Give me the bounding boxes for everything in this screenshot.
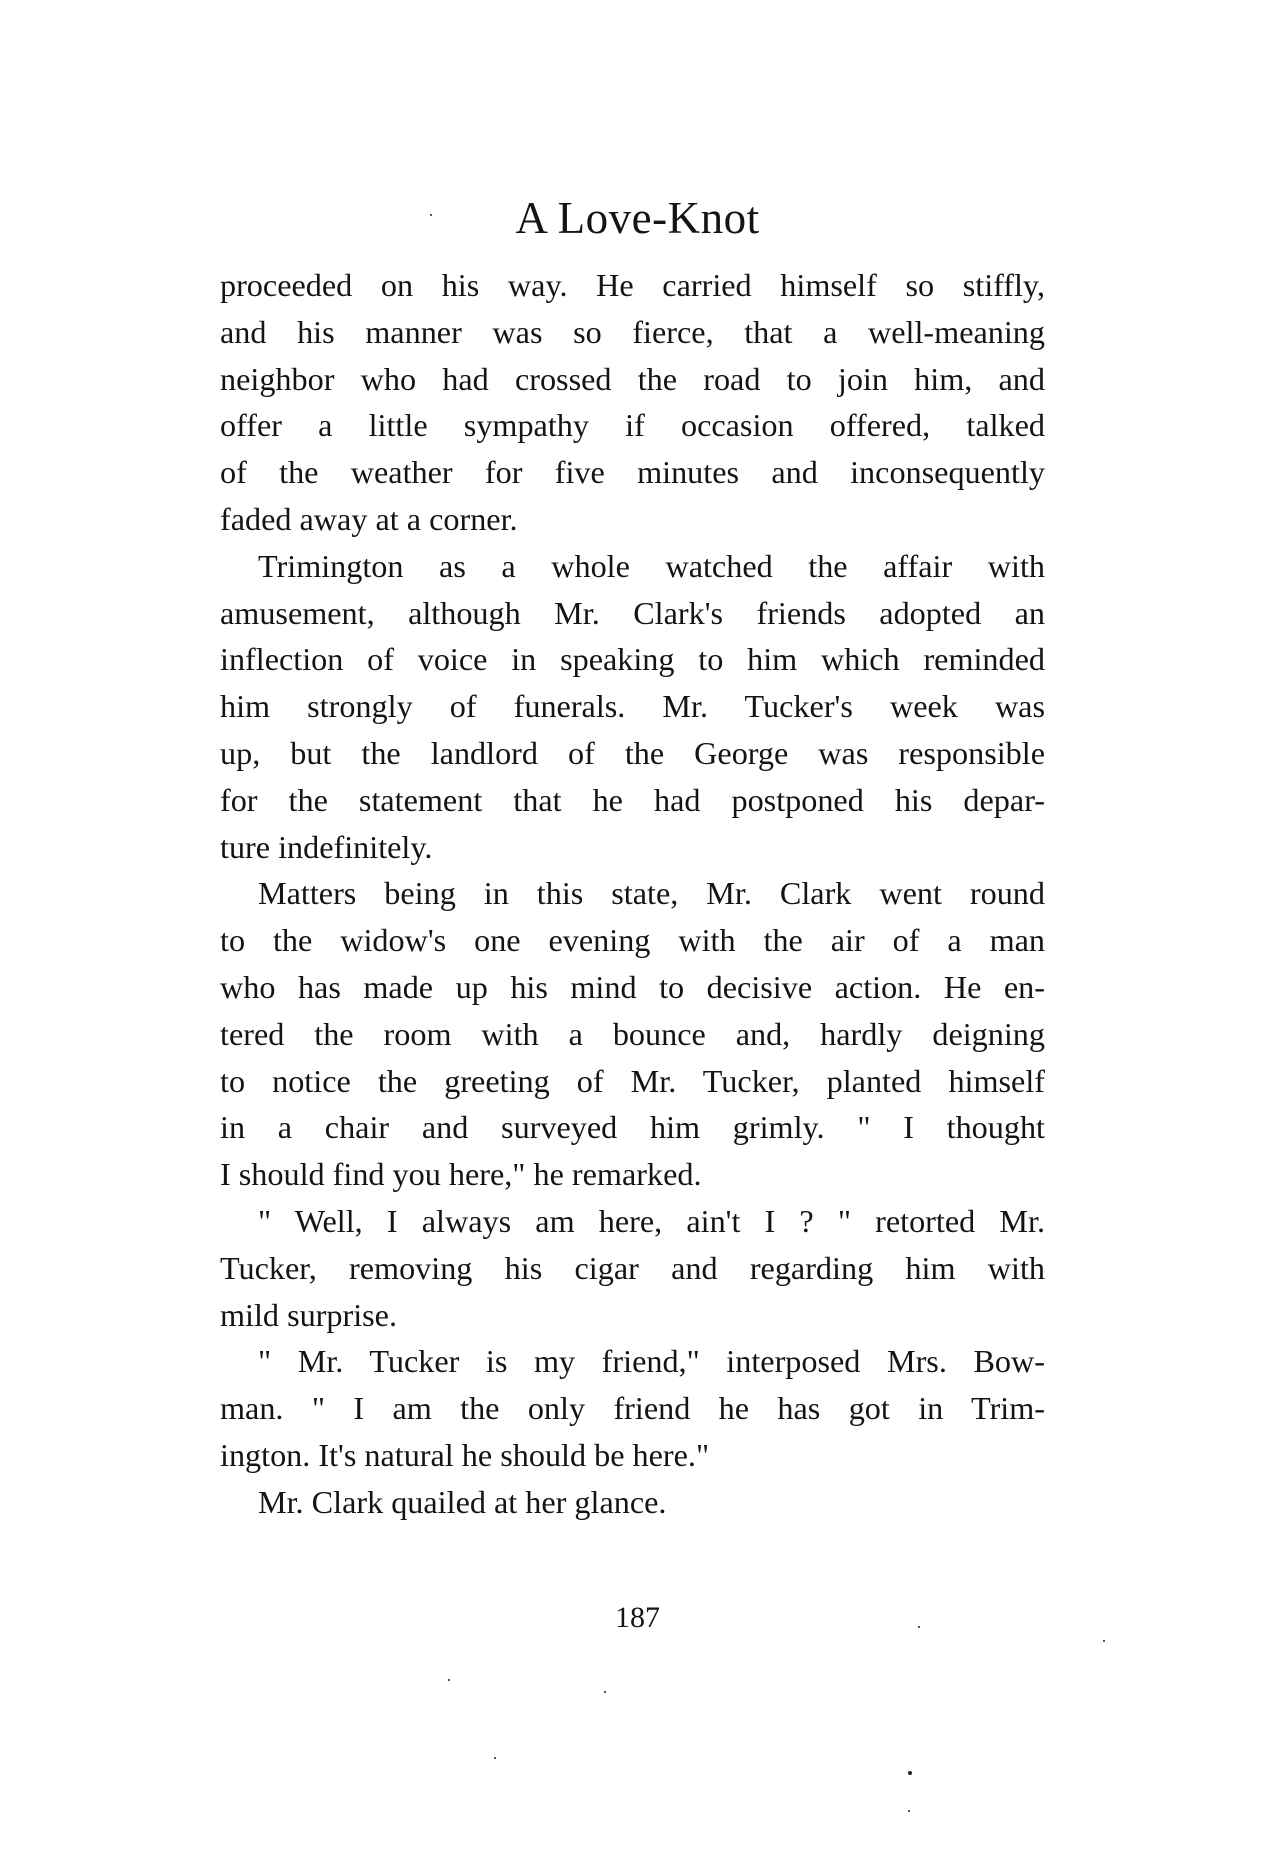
text-line: Matters being in this state, Mr. Clark went round [258,875,1045,912]
scan-speck [448,1679,450,1681]
scan-speck [604,1691,606,1693]
text-line: to the widow's one evening with the air of a man [220,922,1045,959]
text-line: and his manner was so fierce, that a well-meaning [220,313,1045,350]
text-line: " Well, I always am here, ain't I ? " retorted Mr. [258,1202,1045,1239]
text-line: inflection of voice in speaking to him which reminded [220,641,1045,678]
scan-speck [1103,1640,1105,1642]
text-line: of the weather for five minutes and inconsequently [220,454,1045,491]
text-line: amusement, although Mr. Clark's friends adopted an [220,594,1045,631]
text-line: offer a little sympathy if occasion offered, talked [220,407,1045,444]
text-line: who has made up his mind to decisive action. He en- [220,968,1045,1005]
text-line: ington. It's natural he should be here." [220,1436,710,1473]
scan-speck [430,214,432,216]
body-text [220,262,1045,1526]
text-line: to notice the greeting of Mr. Tucker, planted himself [220,1062,1045,1099]
text-line: proceeded on his way. He carried himself so stiffly, [220,267,1045,303]
text-line: up, but the landlord of the George was responsible [220,734,1045,771]
text-line: " Mr. Tucker is my friend," interposed Mrs. Bow- [258,1343,1045,1380]
scan-speck [908,1771,912,1775]
text-line: in a chair and surveyed him grimly. " I thought [220,1109,1045,1146]
text-line: ture indefinitely. [220,828,433,865]
text-line: I should find you here," he remarked. [220,1156,702,1193]
text-line: him strongly of funerals. Mr. Tucker's week was [220,688,1045,725]
text-line: Tucker, removing his cigar and regarding him with [220,1249,1045,1286]
text-line: man. " I am the only friend he has got in Trim- [220,1390,1045,1427]
running-title: A Love-Knot [515,193,760,243]
scan-speck [908,1810,910,1812]
scan-speck [494,1757,496,1759]
page-number: 187 [615,1601,660,1634]
text-line: Mr. Clark quailed at her glance. [258,1483,667,1520]
text-line: mild surprise. [220,1296,398,1333]
text-line: for the statement that he had postponed his depar- [220,781,1045,818]
text-line: Trimington as a whole watched the affair with [258,547,1045,584]
scan-speck [918,1626,920,1628]
text-line: tered the room with a bounce and, hardly deigning [220,1015,1045,1052]
text-line: faded away at a corner. [220,500,518,537]
text-line: neighbor who had crossed the road to join him, and [220,360,1045,397]
